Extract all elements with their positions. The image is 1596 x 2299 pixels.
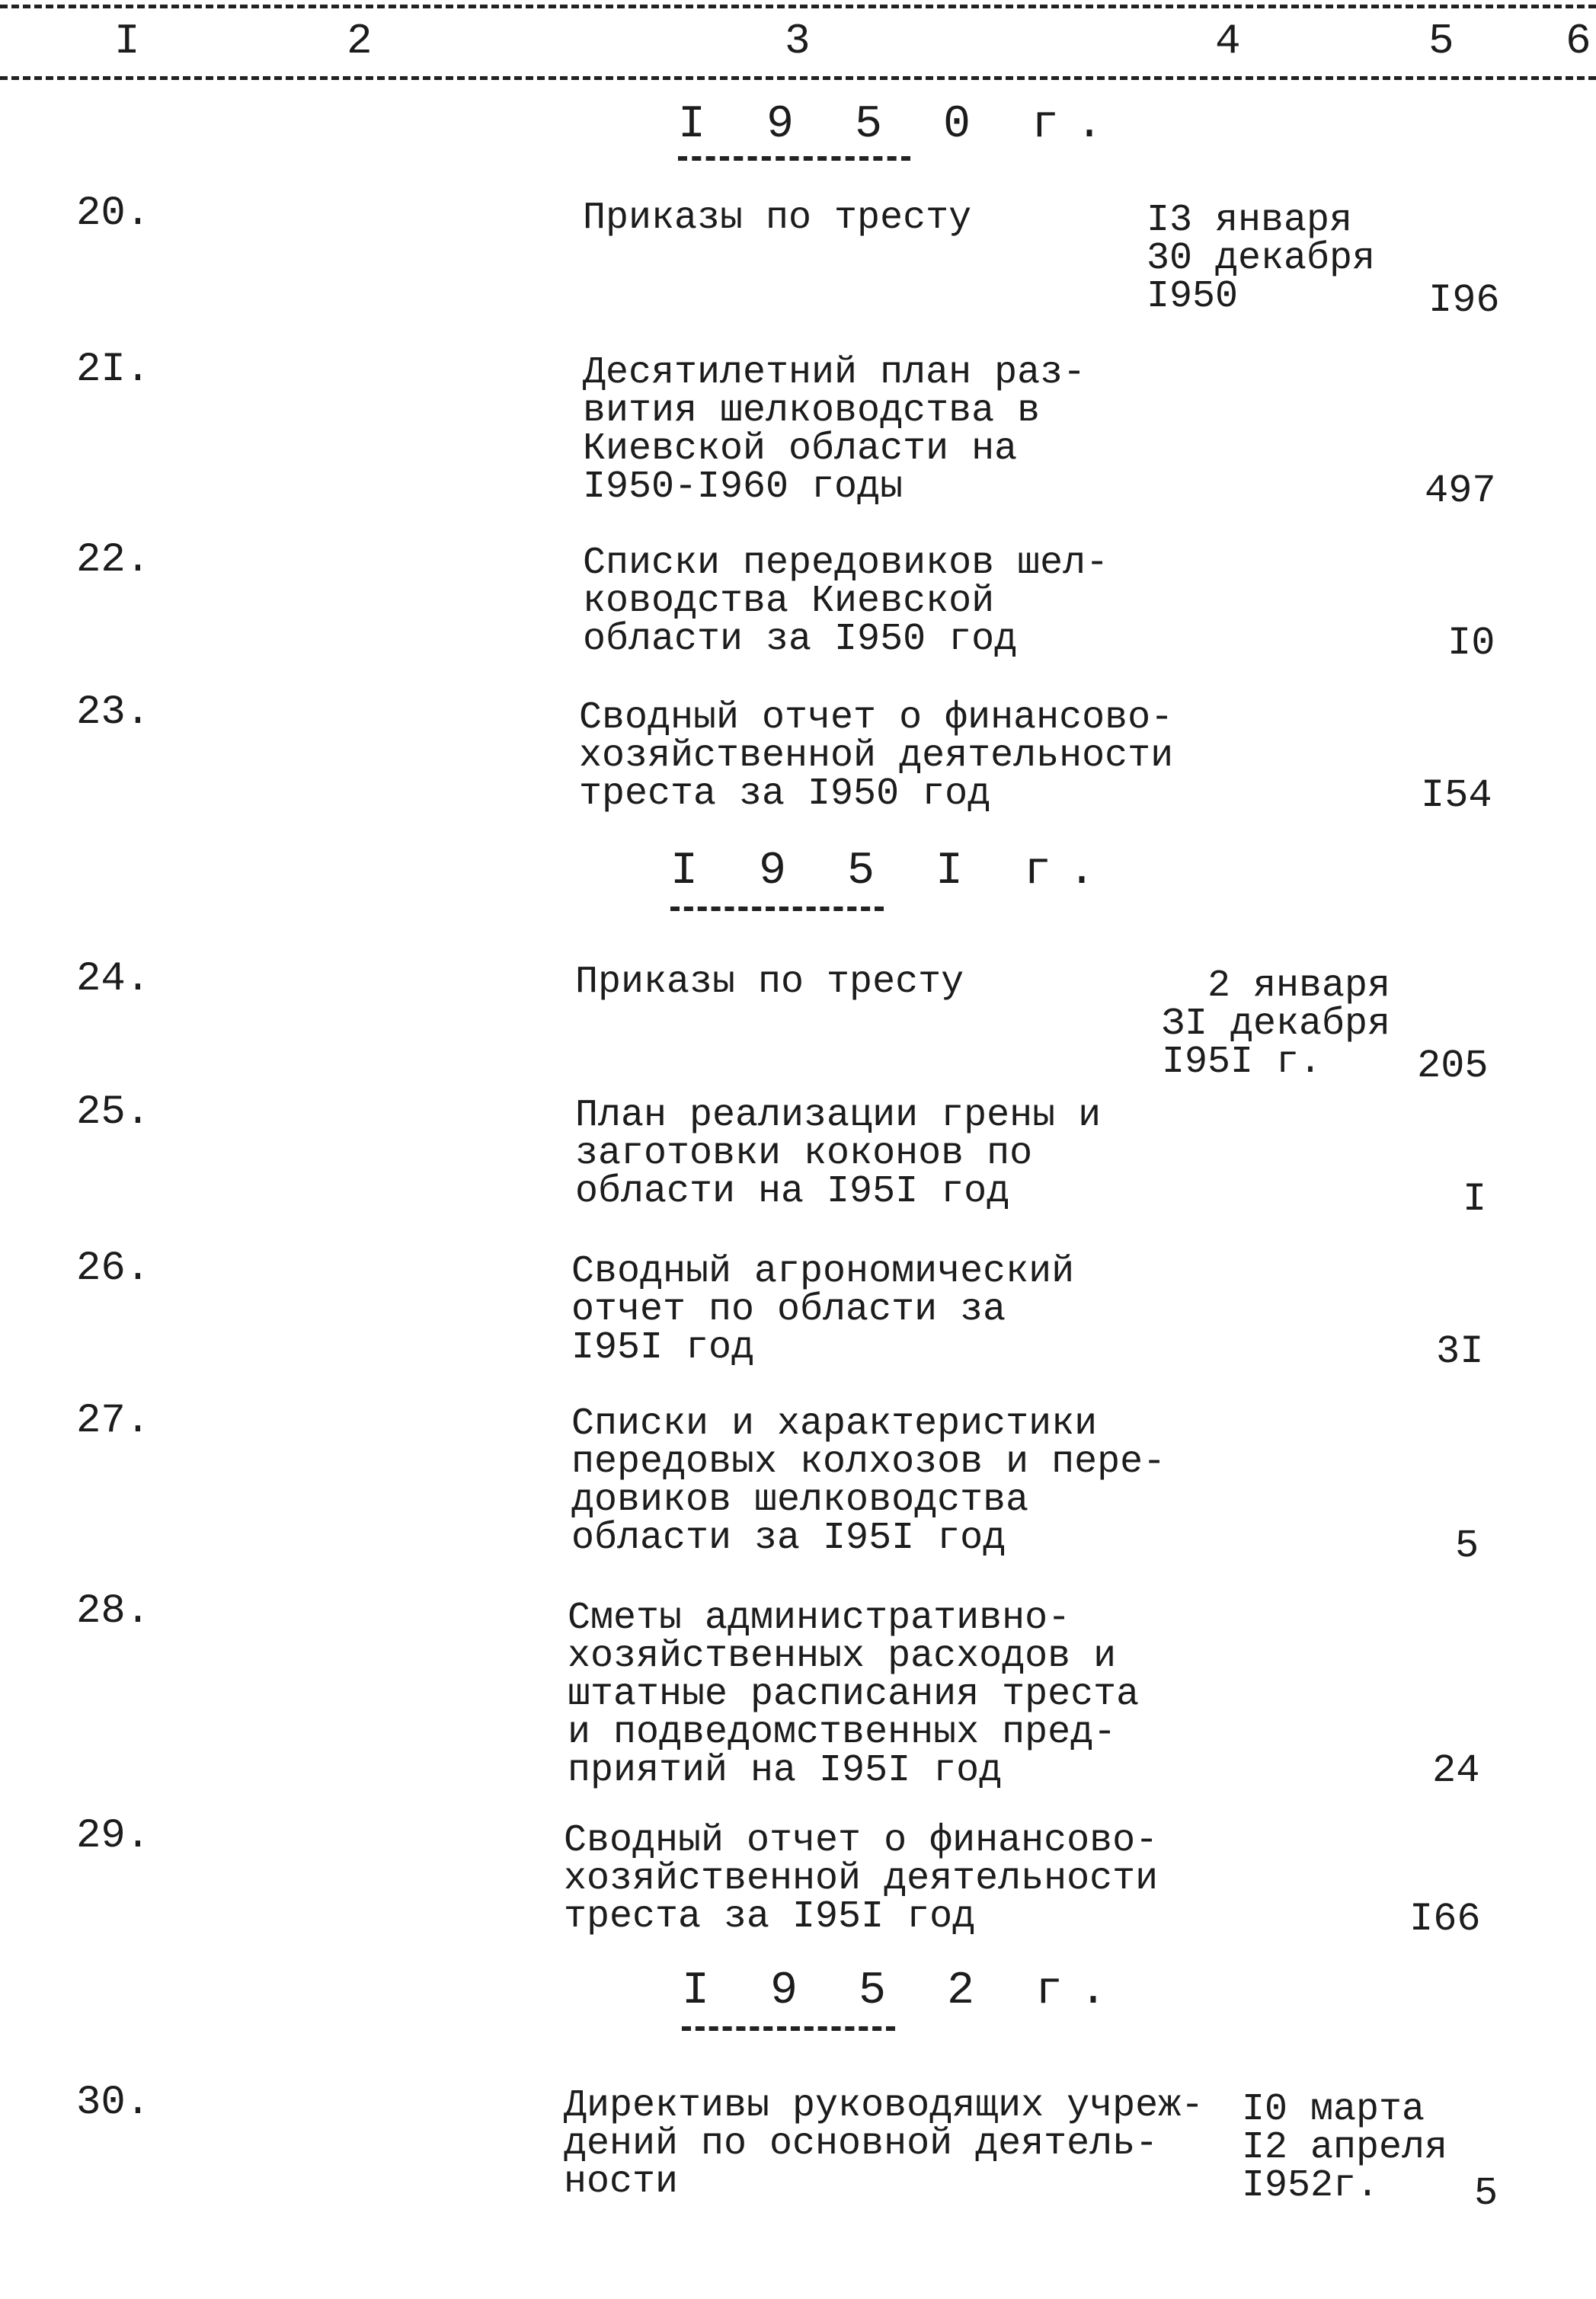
item-number: 22. bbox=[76, 537, 151, 584]
item-title: Списки передовиков шел- ководства Киевской области за I950 год bbox=[583, 542, 1109, 661]
item-number: 30. bbox=[76, 2080, 151, 2126]
item-number: 25. bbox=[76, 1089, 151, 1136]
header-bottom-rule bbox=[0, 76, 1596, 80]
item-page-count: I96 bbox=[1428, 278, 1500, 323]
column-number-4: 4 bbox=[1215, 17, 1241, 66]
item-page-count: 205 bbox=[1417, 1044, 1489, 1089]
item-title: Сводный отчет о финансово- хозяйственной деятельности треста за I95I год bbox=[564, 1819, 1159, 1939]
item-date-range: I3 января 30 декабря I950 bbox=[1147, 199, 1376, 318]
item-title: Сводный отчет о финансово- хозяйственной деятельности треста за I950 год bbox=[579, 696, 1174, 816]
item-title: Директивы руководящих учреж- дений по основной деятель- ности bbox=[564, 2084, 1204, 2204]
item-date-range: I0 марта I2 апреля I952г. bbox=[1242, 2088, 1448, 2208]
year-heading-1952: I 9 5 2 г. bbox=[682, 1965, 1124, 2017]
year-underline-1950 bbox=[678, 156, 910, 161]
item-number: 2I. bbox=[76, 347, 151, 393]
column-number-3: 3 bbox=[785, 17, 811, 66]
item-date-range: 2 января ЗI декабря I95I г. bbox=[1162, 964, 1391, 1084]
item-page-count: I0 bbox=[1447, 621, 1495, 666]
item-number: 20. bbox=[76, 190, 151, 237]
item-title: Сметы административно- хозяйственных расходов и штатные расписания треста и подведомственных пред- приятий на I95I год bbox=[568, 1597, 1140, 1792]
item-number: 29. bbox=[76, 1813, 151, 1859]
item-number: 28. bbox=[76, 1588, 151, 1635]
year-underline-1952 bbox=[682, 2026, 895, 2031]
item-title: Приказы по тресту bbox=[583, 197, 972, 240]
item-title: План реализации грены и заготовки коконов по области на I95I год bbox=[575, 1094, 1102, 1213]
item-page-count: 24 bbox=[1432, 1748, 1480, 1793]
item-number: 23. bbox=[76, 689, 151, 736]
column-number-1: I bbox=[114, 17, 140, 66]
item-title: Десятилетний план раз- вития шелководства в Киевской области на I950-I960 годы bbox=[583, 351, 1086, 509]
item-page-count: I66 bbox=[1409, 1897, 1481, 1942]
item-number: 26. bbox=[76, 1245, 151, 1292]
column-number-6: 6 bbox=[1566, 17, 1591, 66]
item-page-count: 5 bbox=[1474, 2171, 1498, 2216]
item-page-count: 497 bbox=[1425, 468, 1496, 513]
year-heading-1951: I 9 5 I г. bbox=[670, 846, 1113, 897]
year-heading-1950: I 9 5 0 г. bbox=[678, 99, 1121, 151]
item-page-count: I54 bbox=[1421, 773, 1492, 818]
item-title: Списки и характеристики передовых колхозов и пере- довиков шелководства области за I95I год bbox=[571, 1402, 1166, 1560]
item-number: 24. bbox=[76, 956, 151, 1002]
item-page-count: 3I bbox=[1436, 1329, 1484, 1374]
item-title: Сводный агрономический отчет по области за I95I год bbox=[571, 1250, 1075, 1370]
column-number-5: 5 bbox=[1428, 17, 1454, 66]
item-title: Приказы по тресту bbox=[575, 961, 964, 1004]
year-underline-1951 bbox=[670, 906, 884, 911]
item-page-count: I bbox=[1463, 1177, 1487, 1222]
column-number-2: 2 bbox=[347, 17, 373, 66]
header-top-rule bbox=[0, 5, 1596, 8]
item-page-count: 5 bbox=[1455, 1524, 1479, 1568]
item-number: 27. bbox=[76, 1398, 151, 1444]
